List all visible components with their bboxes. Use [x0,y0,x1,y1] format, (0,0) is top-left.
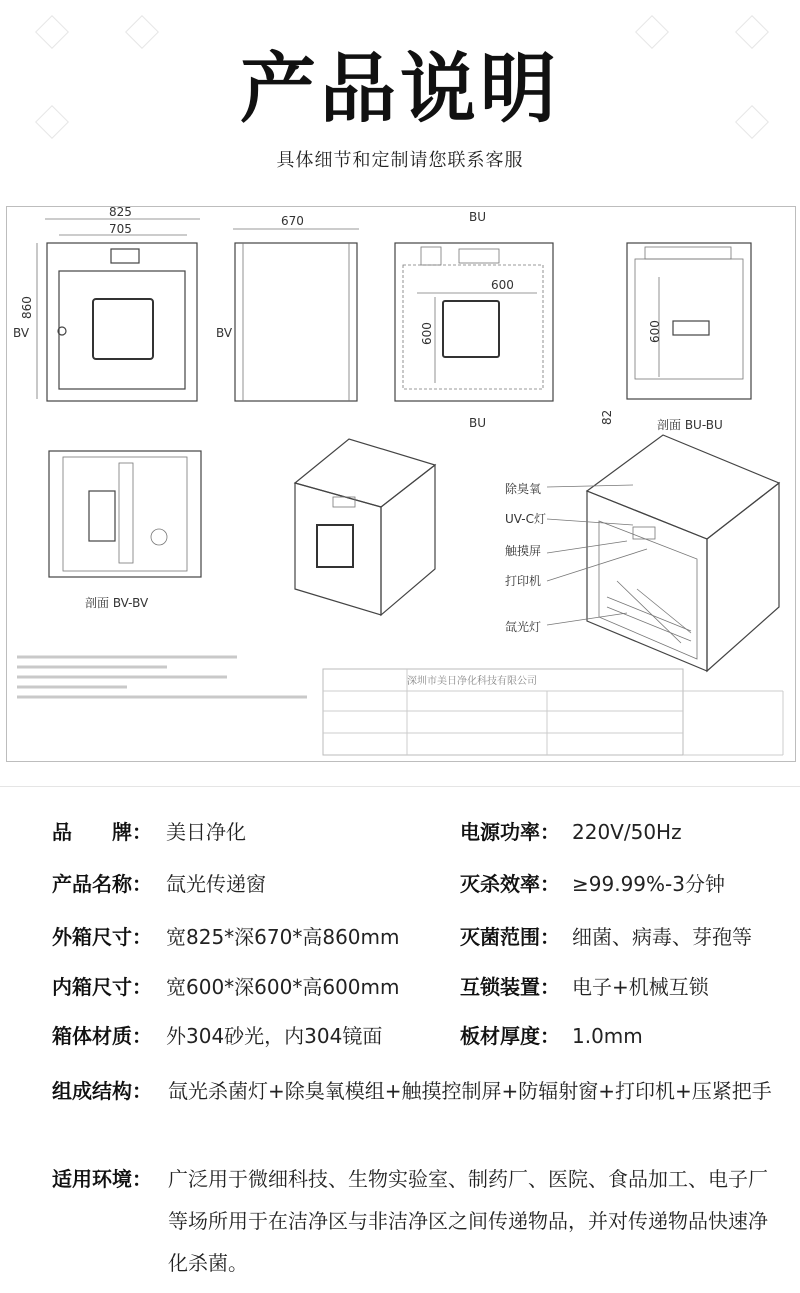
dim-inner-depth-600: 600 [420,322,434,345]
spec-outer-size [52,920,400,954]
technical-drawing [6,206,796,762]
page-subtitle: 具体细节和定制请您联系客服 [276,150,524,171]
spec-interlock [460,970,709,1004]
spec-label: 适用环境： [52,1167,152,1191]
section-bu-view [600,243,751,432]
divider [0,786,800,787]
spec-label: 板材厚度： [460,1024,560,1048]
section-bv-view [49,451,201,610]
title-block [323,669,783,755]
dim-width-705: 705 [109,222,132,236]
dim-height-82: 82 [600,409,614,425]
callout-uvc-lamp: UV-C灯 [505,512,546,526]
dim-depth-670: 670 [281,214,304,228]
spec-value: 1.0mm [572,1024,643,1048]
spec-value: 广泛用于微细科技、生物实验室、制药厂、医院、食品加工、电子厂等场所用于在洁净区与非洁净区之间传递物品，并对传递物品快速净化杀菌。 [168,1167,768,1275]
section-mark-bu-bottom: BU [469,416,487,430]
spec-label: 外箱尺寸： [52,925,152,949]
dim-inner-width-600: 600 [491,278,514,292]
callout-xenon-lamp: 氙光灯 [505,620,542,634]
isometric-view-interior [505,435,779,671]
spec-environment [52,1158,772,1284]
spec-label: 产品名称： [52,872,152,896]
spec-value: 外304砂光，内304镜面 [166,1024,383,1048]
notes-block [17,657,307,697]
spec-label: 品 牌： [52,820,152,844]
spec-product-name [52,867,266,901]
spec-label: 组成结构： [52,1079,152,1103]
front-view [13,207,233,401]
spec-value: 220V/50Hz [572,820,682,844]
spec-value: 细菌、病毒、芽孢等 [572,925,752,949]
spec-label: 互锁装置： [460,975,560,999]
spec-label: 箱体材质： [52,1024,152,1048]
callout-ozone: 除臭氧 [505,482,542,496]
dim-width-825: 825 [109,207,132,219]
spec-value: 宽600*深600*高600mm [166,975,400,999]
section-mark-bv-right: BV [216,326,233,340]
spec-label: 内箱尺寸： [52,975,152,999]
spec-value: 美日净化 [166,820,246,844]
spec-value: 氙光传递窗 [166,872,266,896]
page-title: 产品说明 [240,44,560,133]
spec-brand [52,815,246,849]
spec-value: ≥99.99%-3分钟 [572,872,725,896]
spec-scope [460,920,752,954]
spec-value: 电子+机械互锁 [572,975,709,999]
spec-label: 电源功率： [460,820,560,844]
spec-material [52,1019,382,1053]
spec-inner-size [52,970,400,1004]
section-mark-bv-left: BV [13,326,30,340]
drawing-canvas [7,207,795,761]
callout-touchscreen: 触摸屏 [505,544,542,558]
dim-inner-height-600: 600 [648,320,662,343]
spec-power [460,815,682,849]
section-mark-bu-top: BU [469,210,487,224]
spec-structure [52,1070,772,1154]
side-view [233,214,359,401]
caption-section-bu: 剖面 BU-BU [657,418,723,432]
header-section [0,0,800,192]
callout-printer: 打印机 [505,574,542,588]
dim-height-860: 860 [20,296,34,319]
spec-label: 灭菌范围： [460,925,560,949]
spec-label: 灭杀效率： [460,872,560,896]
caption-section-bv: 剖面 BV-BV [85,596,149,610]
isometric-view-open [295,439,435,615]
title-block-company: 深圳市美日净化科技有限公司 [407,676,537,687]
spec-value: 氙光杀菌灯+除臭氧模组+触摸控制屏+防辐射窗+打印机+压紧把手 [168,1079,772,1103]
top-view [395,210,553,430]
spec-value: 宽825*深670*高860mm [166,925,400,949]
spec-efficiency [460,867,725,901]
spec-thickness [460,1019,643,1053]
